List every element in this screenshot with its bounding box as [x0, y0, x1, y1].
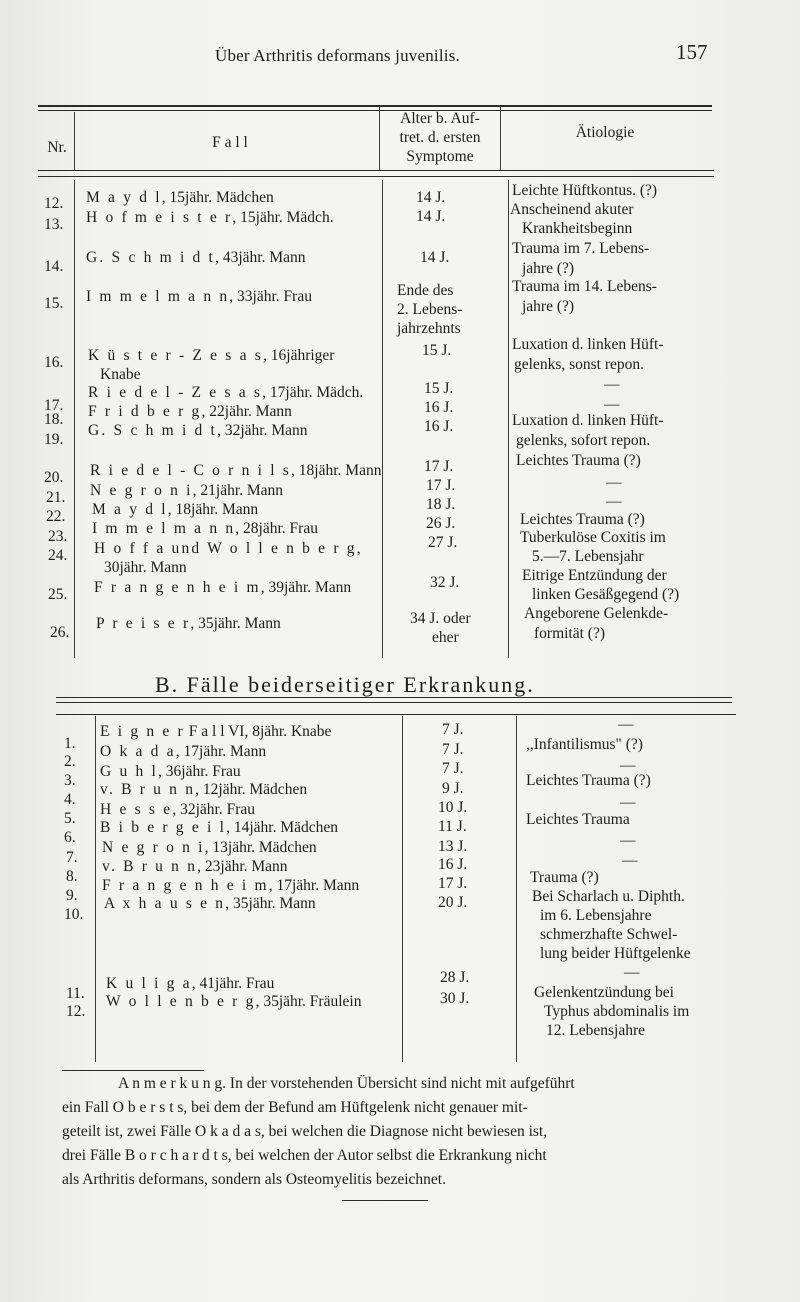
row-a-13-age: 14 J. [416, 208, 446, 225]
row-b-2-age: 7 J. [442, 741, 464, 758]
row-b-3-name: G u h l [100, 763, 159, 780]
row-a-19-etio-1: Luxation d. linken Hüft- [512, 412, 664, 429]
row-a-20-age: 17 J. [424, 458, 454, 475]
row-b-4-age: 9 J. [442, 780, 464, 797]
row-a-17-name: R i e d e l - Z e s a s [88, 384, 263, 401]
row-a-20-name: R i e d e l - C o r n i l s [90, 462, 292, 479]
row-a-18-age: 16 J. [424, 399, 454, 416]
row-b-10-etio-4: lung beider Hüftgelenke [540, 945, 691, 962]
row-b-12-age: 30 J. [440, 990, 470, 1007]
table-a-top-rule [38, 105, 712, 107]
header-alter-3: Symptome [406, 148, 474, 165]
row-b-1-desc: F a l l VI, 8jähr. Knabe [184, 723, 332, 740]
row-b-12-fall [106, 992, 361, 1011]
footnote-line-4: drei Fälle B o r c h a r d t s, bei welchen der Autor selbst die Erkrankung nicht [62, 1147, 547, 1164]
row-b-7-age: 13 J. [438, 838, 468, 855]
row-b-7-name: N e g r o n i [102, 839, 205, 856]
row-a-21-desc: , 21jähr. Mann [192, 482, 284, 499]
row-a-21-nr: 21. [46, 489, 66, 506]
row-b-5-etio: — [620, 794, 636, 811]
row-b-12-desc: , 35jähr. Fräulein [255, 993, 362, 1010]
row-b-5-age: 10 J. [438, 799, 468, 816]
row-b-5-desc: , 32jähr. Frau [172, 801, 255, 818]
row-a-24-nr: 24. [48, 547, 68, 564]
row-b-11-desc: , 41jähr. Frau [191, 975, 275, 992]
row-b-11-fall [106, 974, 274, 993]
row-a-12-desc: , 15jähr. Mädchen [161, 189, 274, 206]
row-b-9-nr: 9. [66, 887, 78, 904]
row-a-17-fall [88, 383, 363, 402]
row-a-24-etio-2: 5.—7. Lebensjahr [532, 548, 644, 565]
row-a-18-etio-1: — [604, 396, 620, 413]
row-a-14-age: 14 J. [420, 249, 450, 266]
row-b-7-fall [102, 838, 317, 857]
row-a-12-name: M a y d l [86, 189, 162, 206]
row-b-6-desc: , 14jähr. Mädchen [226, 819, 339, 836]
row-a-13-name: H o f m e i s t e r [86, 209, 233, 226]
row-a-19-etio-2: gelenks, sofort repon. [516, 432, 651, 449]
row-a-24-desc: , [356, 540, 361, 557]
row-a-13-fall [86, 208, 334, 227]
row-a-16-etio-2: gelenks, sonst repon. [514, 356, 645, 373]
row-b-9-etio: Trauma (?) [530, 869, 599, 886]
row-a-21-name: N e g r o n i [90, 482, 193, 499]
row-a-25-etio-1: Eitrige Entzündung der [522, 567, 667, 584]
row-b-8-fall [102, 857, 288, 876]
row-a-22-age: 18 J. [426, 496, 456, 513]
row-b-10-etio-1: Bei Scharlach u. Diphth. [532, 888, 685, 905]
row-b-12-etio-1: Gelenkentzündung bei [534, 984, 674, 1001]
row-a-22-nr: 22. [46, 508, 66, 525]
row-a-13-desc: , 15jähr. Mädch. [232, 209, 334, 226]
row-a-24-name: H o f f a und W o l l e n b e r g [94, 540, 357, 557]
row-a-12-fall [86, 188, 274, 207]
row-b-8-name: v. B r u n n [102, 858, 198, 875]
row-b-9-desc: , 17jähr. Mann [268, 877, 360, 894]
row-a-26-etio-1: Angeborene Gelenkde- [524, 605, 669, 622]
header-nr: Nr. [47, 139, 67, 156]
row-a-22-name: M a y d l [92, 501, 168, 518]
row-b-2-nr: 2. [64, 753, 76, 770]
row-b-10-age: 20 J. [438, 894, 468, 911]
row-a-19-fall [88, 421, 307, 440]
row-a-23-desc: , 28jähr. Frau [235, 520, 318, 537]
row-b-7-etio: — [620, 832, 636, 849]
row-a-24-etio-1: Tuberkulöse Coxitis im [520, 529, 666, 546]
row-a-16-fall [88, 346, 334, 365]
row-b-3-etio: — [620, 757, 636, 774]
row-a-15-etio-1: Trauma im 14. Lebens- [512, 278, 657, 295]
row-b-8-etio: — [622, 852, 638, 869]
row-b-5-nr: 5. [64, 810, 76, 827]
row-b-2-desc: , 17jähr. Mann [175, 743, 267, 760]
row-a-19-nr: 19. [44, 431, 64, 448]
row-a-25-age: 32 J. [430, 574, 460, 591]
row-b-10-etio-3: schmerzhafte Schwel- [540, 926, 678, 943]
row-b-11-etio: — [624, 964, 640, 981]
row-a-26-desc: , 35jähr. Mann [190, 615, 281, 632]
row-a-23-age: 26 J. [426, 515, 456, 532]
row-a-19-name: G. S c h m i d t [88, 422, 218, 439]
row-a-16-nr: 16. [44, 354, 64, 371]
table-a-col-divider-2 [379, 106, 380, 170]
row-a-17-desc: , 17jähr. Mädch. [262, 384, 364, 401]
row-a-15-fall [86, 287, 312, 306]
table-a-col-divider-1 [74, 112, 75, 170]
row-a-21-fall [90, 481, 283, 500]
row-a-15-name: I m m e l m a n n [86, 288, 230, 305]
row-b-6-name: B i b e r g e i l [100, 819, 227, 836]
row-a-14-fall [86, 248, 305, 267]
closing-rule [342, 1200, 428, 1201]
row-a-12-etio-1: Leichte Hüftkontus. (?) [512, 182, 658, 199]
row-a-25-nr: 25. [48, 586, 68, 603]
row-a-16-etio-1: Luxation d. linken Hüft- [512, 336, 664, 353]
table-a-header-rule-2 [38, 176, 714, 177]
row-a-26-nr: 26. [50, 624, 70, 641]
row-a-25-etio-2: linken Gesäßgegend (?) [532, 586, 680, 603]
table-a-body-divider-3 [508, 180, 509, 658]
row-b-10-nr: 10. [64, 906, 84, 923]
row-a-18-desc: , 22jähr. Mann [201, 403, 292, 420]
row-b-12-name: W o l l e n b e r g [106, 993, 256, 1010]
row-b-5-name: H e s s e [100, 801, 173, 818]
row-a-15-age-3: jahrzehnts [397, 320, 461, 337]
row-b-10-fall [104, 894, 316, 913]
row-a-16-desc: , 16jähriger [263, 347, 335, 364]
row-b-4-fall [100, 780, 307, 799]
row-a-18-nr: 18. [44, 411, 64, 428]
table-a-body-divider-1 [74, 180, 75, 658]
row-b-6-age: 11 J. [438, 818, 467, 835]
row-b-3-age: 7 J. [442, 760, 464, 777]
row-a-25-name: F r a n g e n h e i m [94, 579, 261, 596]
header-alter-1: Alter b. Auf- [400, 110, 480, 127]
table-b-top-rule [56, 697, 732, 698]
row-a-25-desc: , 39jähr. Mann [260, 579, 352, 596]
row-b-3-desc: , 36jähr. Frau [158, 763, 241, 780]
row-a-20-desc: , 18jähr. Mann [291, 462, 382, 479]
footnote [62, 1072, 752, 1192]
row-b-2-fall [100, 742, 266, 761]
row-b-4-name: v. B r u n n [100, 781, 196, 798]
row-b-6-fall [100, 818, 338, 837]
row-a-14-etio-1: Trauma im 7. Lebens- [512, 240, 650, 257]
row-b-10-etio-2: im 6. Lebensjahre [540, 907, 652, 924]
row-a-14-etio-2: jahre (?) [522, 260, 575, 277]
row-a-23-etio-1: Leichtes Trauma (?) [520, 511, 645, 528]
row-a-15-etio-2: jahre (?) [522, 298, 575, 315]
row-b-6-nr: 6. [64, 829, 76, 846]
row-a-23-name: I m m e l m a n n [92, 520, 236, 537]
table-a-header-rule [38, 170, 714, 171]
row-a-15-age-1: Ende des [397, 282, 454, 299]
row-b-8-nr: 8. [66, 868, 78, 885]
row-b-3-fall [100, 762, 241, 781]
row-b-11-age: 28 J. [440, 969, 470, 986]
row-a-26-age-1: 34 J. oder [410, 610, 471, 627]
table-b-top-rule-2 [56, 702, 732, 703]
row-a-22-desc: , 18jähr. Mann [167, 501, 259, 518]
row-b-9-age: 17 J. [438, 875, 468, 892]
row-a-22-etio-1: — [606, 493, 622, 510]
row-b-2-etio: ,,Infantilismus" (?) [526, 736, 643, 753]
row-b-12-etio-2: Typhus abdominalis im [544, 1003, 690, 1020]
row-b-4-desc: , 12jähr. Mädchen [195, 781, 308, 798]
row-b-11-nr: 11. [66, 985, 85, 1002]
row-a-18-name: F r i d b e r g [88, 403, 202, 420]
table-a-top-rule-thin [38, 110, 712, 111]
table-b-col-divider-1 [95, 716, 96, 1062]
row-a-26-etio-2: formität (?) [534, 625, 606, 642]
row-b-10-desc: , 35jähr. Mann [225, 895, 316, 912]
row-a-15-age-2: 2. Lebens- [397, 301, 463, 318]
row-b-5-fall [100, 800, 255, 819]
row-a-22-fall [92, 500, 258, 519]
row-a-24-fall [94, 539, 361, 558]
row-a-23-nr: 23. [48, 528, 68, 545]
footnote-line-3: geteilt ist, zwei Fälle O k a d a s, bei welchen die Diagnose nicht bewiesen ist, [62, 1123, 548, 1140]
footnote-line-2: ein Fall O b e r s t s, bei dem der Befund am Hüftgelenk nicht genauer mit- [62, 1099, 528, 1116]
row-a-17-age: 15 J. [424, 380, 454, 397]
row-a-12-nr: 12. [44, 195, 64, 212]
running-head: Über Arthritis deformans juvenilis. [215, 46, 460, 65]
row-a-14-name: G. S c h m i d t [86, 249, 216, 266]
row-b-7-desc: , 13jähr. Mädchen [204, 839, 317, 856]
row-a-16-age: 15 J. [422, 342, 452, 359]
row-b-12-nr: 12. [66, 1003, 86, 1020]
row-a-26-name: P r e i s e r [96, 615, 191, 632]
row-b-1-name: E i g n e r [100, 723, 185, 740]
row-a-19-age: 16 J. [424, 418, 454, 435]
row-a-14-nr: 14. [44, 258, 64, 275]
row-a-21-age: 17 J. [426, 477, 456, 494]
header-aetiologie: Ätiologie [575, 124, 635, 141]
row-a-20-nr: 20. [44, 469, 64, 486]
row-b-12-etio-3: 12. Lebensjahre [546, 1022, 645, 1039]
row-a-17-nr: 17. [44, 397, 64, 414]
row-b-11-name: K u l i g a [106, 975, 192, 992]
row-a-19-desc: , 32jähr. Mann [217, 422, 308, 439]
row-a-12-age: 14 J. [416, 189, 446, 206]
note-separator [62, 1070, 204, 1071]
row-a-13-nr: 13. [44, 216, 64, 233]
row-b-8-desc: , 23jähr. Mann [197, 858, 288, 875]
row-a-21-etio-1: — [606, 474, 622, 491]
row-a-24-age: 27 J. [428, 534, 458, 551]
row-a-26-fall [96, 614, 281, 633]
table-b-top-rule-3 [56, 714, 736, 715]
row-a-25-fall [94, 578, 351, 597]
row-b-10-name: A x h a u s e n [104, 895, 226, 912]
section-b-title: B. Fälle beiderseitiger Erkrankung. [155, 672, 535, 697]
row-a-23-fall [92, 519, 318, 538]
row-b-9-fall [102, 876, 359, 895]
row-b-2-name: O k a d a [100, 743, 176, 760]
header-alter-2: tret. d. ersten [399, 129, 481, 146]
header-fall: F a l l [212, 134, 248, 151]
row-b-1-age: 7 J. [442, 721, 464, 738]
row-a-17-etio-1: — [604, 376, 620, 393]
row-a-18-fall [88, 402, 292, 421]
row-a-13-etio-1: Anscheinend akuter [510, 201, 634, 218]
row-b-1-nr: 1. [64, 735, 76, 752]
table-a-body-divider-2 [382, 180, 383, 658]
row-a-24-fall-2: 30jähr. Mann [104, 559, 187, 576]
row-b-6-etio: Leichtes Trauma [526, 811, 630, 828]
table-b-col-divider-3 [516, 716, 517, 1062]
row-a-20-etio-1: Leichtes Trauma (?) [516, 452, 641, 469]
row-a-15-nr: 15. [44, 295, 64, 312]
table-b-col-divider-2 [402, 716, 403, 1062]
row-b-9-name: F r a n g e n h e i m [102, 877, 269, 894]
row-a-20-fall [90, 461, 381, 480]
row-b-7-nr: 7. [66, 849, 78, 866]
row-a-13-etio-2: Krankheitsbeginn [522, 220, 633, 237]
row-b-1-fall [100, 722, 331, 741]
row-b-1-etio: — [618, 716, 634, 733]
row-a-14-desc: , 43jähr. Mann [215, 249, 306, 266]
page-number: 157 [676, 40, 708, 64]
row-b-3-nr: 3. [64, 772, 76, 789]
row-a-16-name: K ü s t e r - Z e s a s [88, 347, 264, 364]
footnote-line-1: A n m e r k u n g. In der vorstehenden Übersicht sind nicht mit aufgeführt [118, 1075, 575, 1092]
table-a-col-divider-3 [500, 106, 501, 170]
row-b-4-etio: Leichtes Trauma (?) [526, 772, 651, 789]
row-b-4-nr: 4. [64, 791, 76, 808]
row-b-8-age: 16 J. [438, 856, 468, 873]
row-a-16-fall-2: Knabe [100, 366, 141, 383]
row-a-26-age-2: eher [432, 629, 459, 646]
row-a-15-desc: , 33jähr. Frau [229, 288, 312, 305]
footnote-line-5: als Arthritis deformans, sondern als Osteomyelitis bezeichnet. [62, 1171, 446, 1188]
